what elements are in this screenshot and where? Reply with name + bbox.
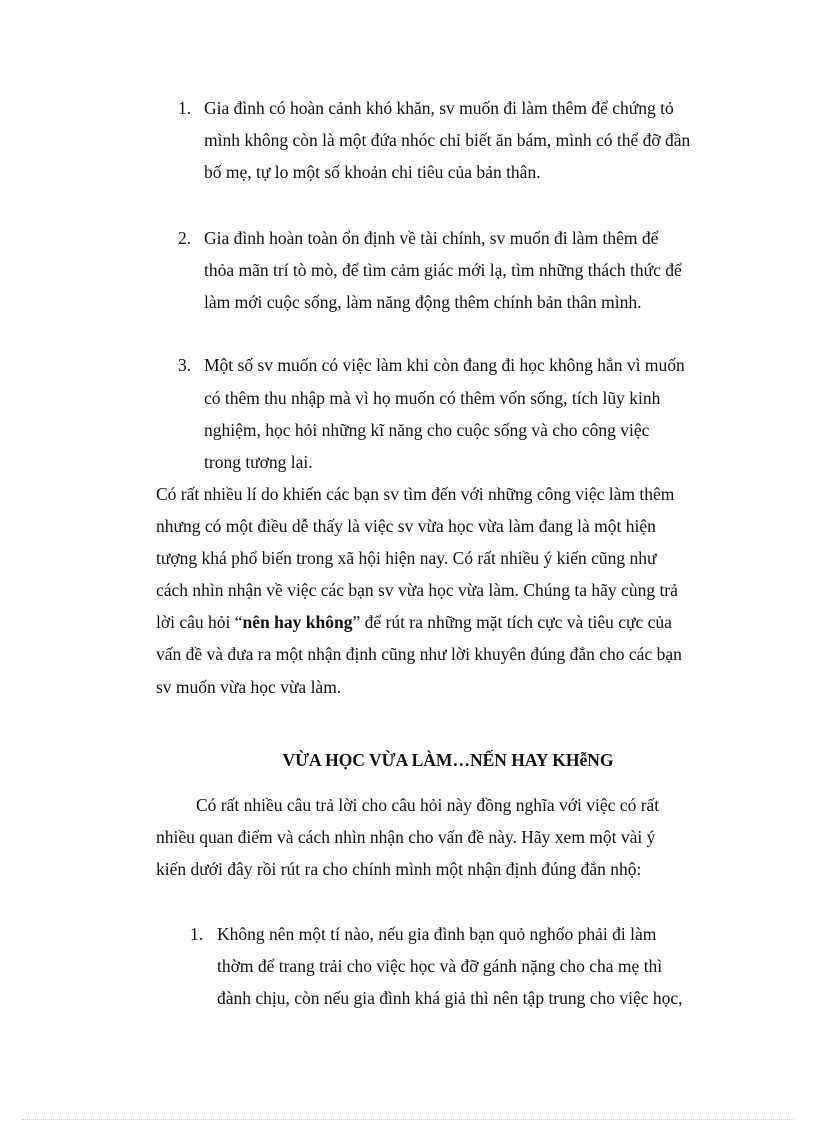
list-item-line: mình không còn là một đứa nhóc chỉ biết ăn bám, mình có thể đỡ đần bbox=[204, 130, 691, 150]
list-item-number: 1. bbox=[178, 98, 192, 118]
paragraph-line: nhưng có một điều dễ thấy là việc sv vừa học vừa làm đang là một hiện bbox=[156, 516, 656, 536]
paragraph-text: ” để rút ra những mặt tích cực và tiêu cực của bbox=[352, 612, 672, 632]
list-item-line: nghiệm, học hỏi những kĩ năng cho cuộc sống và cho công việc bbox=[204, 420, 650, 440]
paragraph-line: sv muốn vừa học vừa làm. bbox=[156, 677, 342, 697]
paragraph-text: lời câu hỏi “ bbox=[156, 612, 243, 632]
section-heading: VỪA HỌC VỪA LÀM…NẾN HAY KHễNG bbox=[282, 750, 614, 770]
paragraph-line: cách nhìn nhận về việc các bạn sv vừa học vừa làm. Chúng ta hãy cùng trả bbox=[156, 580, 678, 600]
list-item-line: Một số sv muốn có việc làm khi còn đang đi học không hẳn vì muốn bbox=[204, 355, 685, 375]
paragraph-line: nhiều quan điểm và cách nhìn nhận cho vấn đề này. Hãy xem một vài ý bbox=[156, 827, 656, 847]
paragraph-line: Có rất nhiều lí do khiến các bạn sv tìm đến với những công việc làm thêm bbox=[156, 484, 675, 504]
list-item-number: 3. bbox=[178, 355, 192, 375]
list-item-number: 2. bbox=[178, 228, 192, 248]
paragraph-line: Có rất nhiều câu trả lời cho câu hỏi này đồng nghĩa với việc có rất bbox=[196, 795, 660, 815]
list-item-line: Gia đình hoàn toàn ổn định về tài chính, sv muốn đi làm thêm để bbox=[204, 228, 659, 248]
list-item-number: 1. bbox=[190, 924, 204, 944]
paragraph-line: kiến dưới đây rồi rút ra cho chính mình một nhận định đúng đắn nhộ: bbox=[156, 859, 642, 879]
list-item-line: thỏa mãn trí tò mò, để tìm cảm giác mới lạ, tìm những thách thức để bbox=[204, 260, 682, 280]
paragraph-line: tượng khá phổ biến trong xã hội hiện nay. Có rất nhiều ý kiến cũng như bbox=[156, 548, 657, 568]
list-item-line: Không nên một tí nào, nếu gia đình bạn quỏ nghốo phải đi làm bbox=[217, 924, 657, 944]
list-item-line: có thêm thu nhập mà vì họ muốn có thêm vốn sống, tích lũy kinh bbox=[204, 388, 661, 408]
list-item-line: bố mẹ, tự lo một số khoản chi tiêu của bản thân. bbox=[204, 162, 541, 182]
paragraph-line-with-bold bbox=[156, 614, 672, 632]
list-item-line: thờm để trang trải cho việc học và đỡ gánh nặng cho cha mẹ thì bbox=[217, 956, 663, 976]
list-item-line: làm mới cuộc sống, làm năng động thêm chính bản thân mình. bbox=[204, 292, 642, 312]
page-bottom-divider bbox=[22, 1119, 794, 1120]
list-item-line: đành chịu, còn nếu gia đình khá giả thì nên tập trung cho việc học, bbox=[217, 988, 683, 1008]
list-item-line: trong tương lai. bbox=[204, 452, 313, 472]
list-item-line: Gia đình có hoàn cảnh khó khăn, sv muốn đi làm thêm để chứng tỏ bbox=[204, 98, 674, 118]
paragraph-line: vấn đề và đưa ra một nhận định cũng như lời khuyên đúng đắn cho các bạn bbox=[156, 644, 682, 664]
bold-phrase: nên hay không bbox=[242, 612, 353, 632]
